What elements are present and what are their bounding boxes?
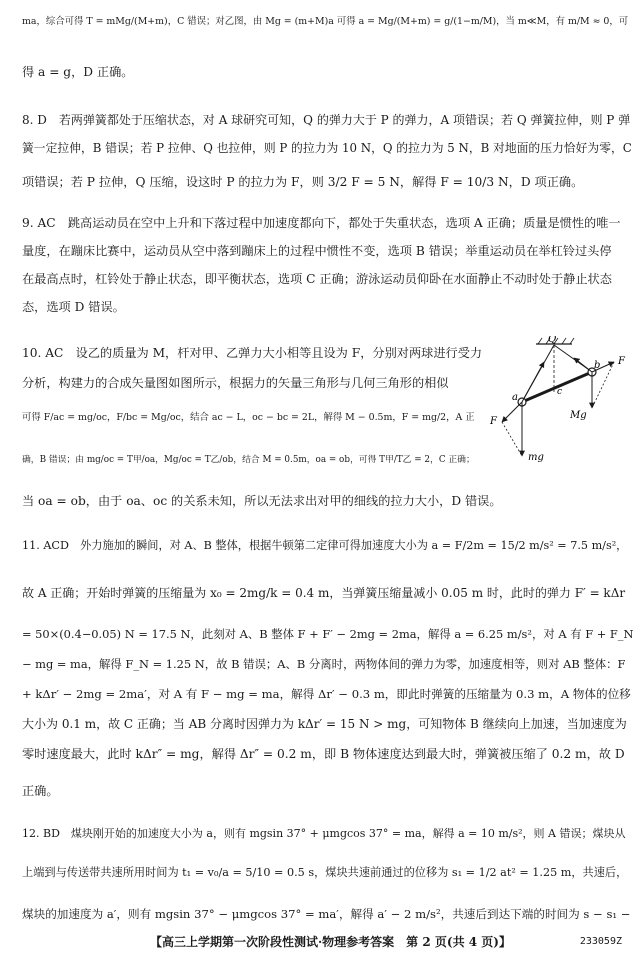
answer-10-line-5: 当 oa = ob，由于 oa、oc 的关系未知，所以无法求出对甲的细线的拉力大小，D 错误。	[22, 494, 502, 508]
answer-10-line-3: 可得 F/ac = mg/oc，F/bc = Mg/oc，结合 ac − L，oc − bc = 2L，解得 M − 0.5m，F = mg/2，A 正	[22, 412, 475, 423]
label-b: b	[594, 360, 601, 371]
answer-8-line-2: 簧一定拉伸，B 错误；若 P 拉伸、Q 也拉伸，则 P 的拉力为 10 N，Q 的拉力为 5 N，B 对地面的压力恰好为零，C	[22, 141, 632, 155]
arrow-F-left	[502, 402, 522, 422]
answer-11-line-8: 正确。	[22, 784, 59, 798]
answer-12-line-3: 煤块的加速度为 a′，则有 mgsin 37° − μmgcos 37° = ma′，解得 a′ − 2 m/s²，共速后到达下端的时间为 s − s₁ −	[22, 907, 631, 921]
answer-8-line-1: 8. D 若两弹簧都处于压缩状态，对 A 球研究可知，Q 的弹力大于 P 的弹力，A 项错误；若 Q 弹簧拉伸，则 P 弹	[22, 113, 631, 127]
label-a: a	[512, 392, 518, 403]
answer-9-line-1: 9. AC 跳高运动员在空中上升和下落过程中加速度都向下，都处于失重状态，选项 A 正确；质量是惯性的唯一	[22, 216, 621, 230]
answer-11-line-2: 故 A 正确；开始时弹簧的压缩量为 x₀ = 2mg/k = 0.4 m，当弹簧压缩量减小 0.05 m 时，此时的弹力 F′ = kΔr	[22, 586, 626, 600]
answer-10-line-1: 10. AC 设乙的质量为 M，杆对甲、乙弹力大小相等且设为 F，分别对两球进行受力	[22, 346, 483, 360]
answer-9-line-2: 量度，在蹦床比赛中，运动员从空中落到蹦床上的过程中惯性不变，选项 B 错误；举重运动员在举杠铃过头停	[22, 244, 612, 258]
answer-12-line-2: 上端到与传送带共速所用时间为 t₁ = v₀/a = 5/10 = 0.5 s，煤块共速前通过的位移为 s₁ = 1/2 at² = 1.25 m，共速后，	[22, 866, 628, 879]
label-F-right: F	[618, 356, 625, 367]
answer-9-line-4: 态，选项 D 错误。	[22, 300, 125, 314]
label-Q: Q	[548, 336, 557, 345]
label-c: c	[557, 387, 563, 397]
text-line-1: ma，综合可得 T = mMg/(M+m)，C 错误；对乙图，由 Mg = (m+M)a 可得 a = Mg/(M+m) = g/(1−m/M)，当 m≪M，有 m/M ≈ 0，可	[22, 16, 629, 27]
answer-10-line-2: 分析，构建力的合成矢量图如图所示，根据力的矢量三角形与几何三角形的相似	[22, 376, 449, 390]
answer-11-line-5: + kΔr′ − 2mg = 2ma′，对 A 有 F − mg = ma，解得 Δr′ − 0.3 m，即此时弹簧的压缩量为 0.3 m，A 物体的位移	[22, 687, 631, 701]
page-footer: 【高三上学期第一次阶段性测试·物理参考答案 第 2 页(共 4 页)】	[150, 935, 511, 949]
answer-11-line-1: 11. ACD 外力施加的瞬间，对 A、B 整体，根据牛顿第二定律可得加速度大小为 a = F/2m = 15/2 m/s² = 7.5 m/s²，	[22, 539, 628, 552]
force-diagram	[488, 336, 638, 486]
document-code: 233059Z	[579, 936, 622, 947]
triangle-a-side	[502, 422, 522, 456]
answer-11-line-4: − mg = ma，解得 F_N = 1.25 N，故 B 错误；A、B 分离时，两物体间的弹力为零，加速度相等，则对 AB 整体：F	[22, 657, 626, 671]
label-Mg: Mg	[570, 410, 587, 421]
label-mg: mg	[528, 452, 544, 463]
answer-11-line-6: 大小为 0.1 m，故 C 正确；当 AB 分离时因弹力为 kΔr′ = 15 N > mg，可知物体 B 继续向上加速，当加速度为	[22, 717, 627, 731]
answer-10-line-4: 确，B 错误；由 mg/oc = T甲/oa，Mg/oc = T乙/ob，结合 M = 0.5m，oa = ob，可得 T甲/T乙 = 2，C 正确；	[22, 455, 475, 465]
label-F-left: F	[490, 416, 497, 427]
answer-11-line-3: = 50×(0.4−0.05) N = 17.5 N，此刻对 A、B 整体 F + F′ − 2mg = 2ma，解得 a = 6.25 m/s²，对 A 有 F + F_N	[22, 627, 634, 641]
answer-12-line-1: 12. BD 煤块刚开始的加速度大小为 a，则有 mgsin 37° + μmgcos 37° = ma，解得 a = 10 m/s²，则 A 错误；煤块从	[22, 827, 626, 840]
arrow-T-b	[574, 358, 592, 372]
answer-8-line-3: 项错误；若 P 拉伸，Q 压缩，设这时 P 的拉力为 F，则 3/2 F = 5 N，解得 F = 10/3 N，D 项正确。	[22, 175, 584, 189]
text-line-2: 得 a = g，D 正确。	[22, 65, 134, 79]
answer-11-line-7: 零时速度最大，此时 kΔr″ = mg，解得 Δr″ = 0.2 m，即 B 物体速度达到最大时，弹簧被压缩了 0.2 m，故 D	[22, 747, 625, 761]
answer-9-line-3: 在最高点时，杠铃处于静止状态，即平衡状态，选项 C 正确；游泳运动员仰卧在水面静止不动时处于静止状态	[22, 272, 612, 286]
